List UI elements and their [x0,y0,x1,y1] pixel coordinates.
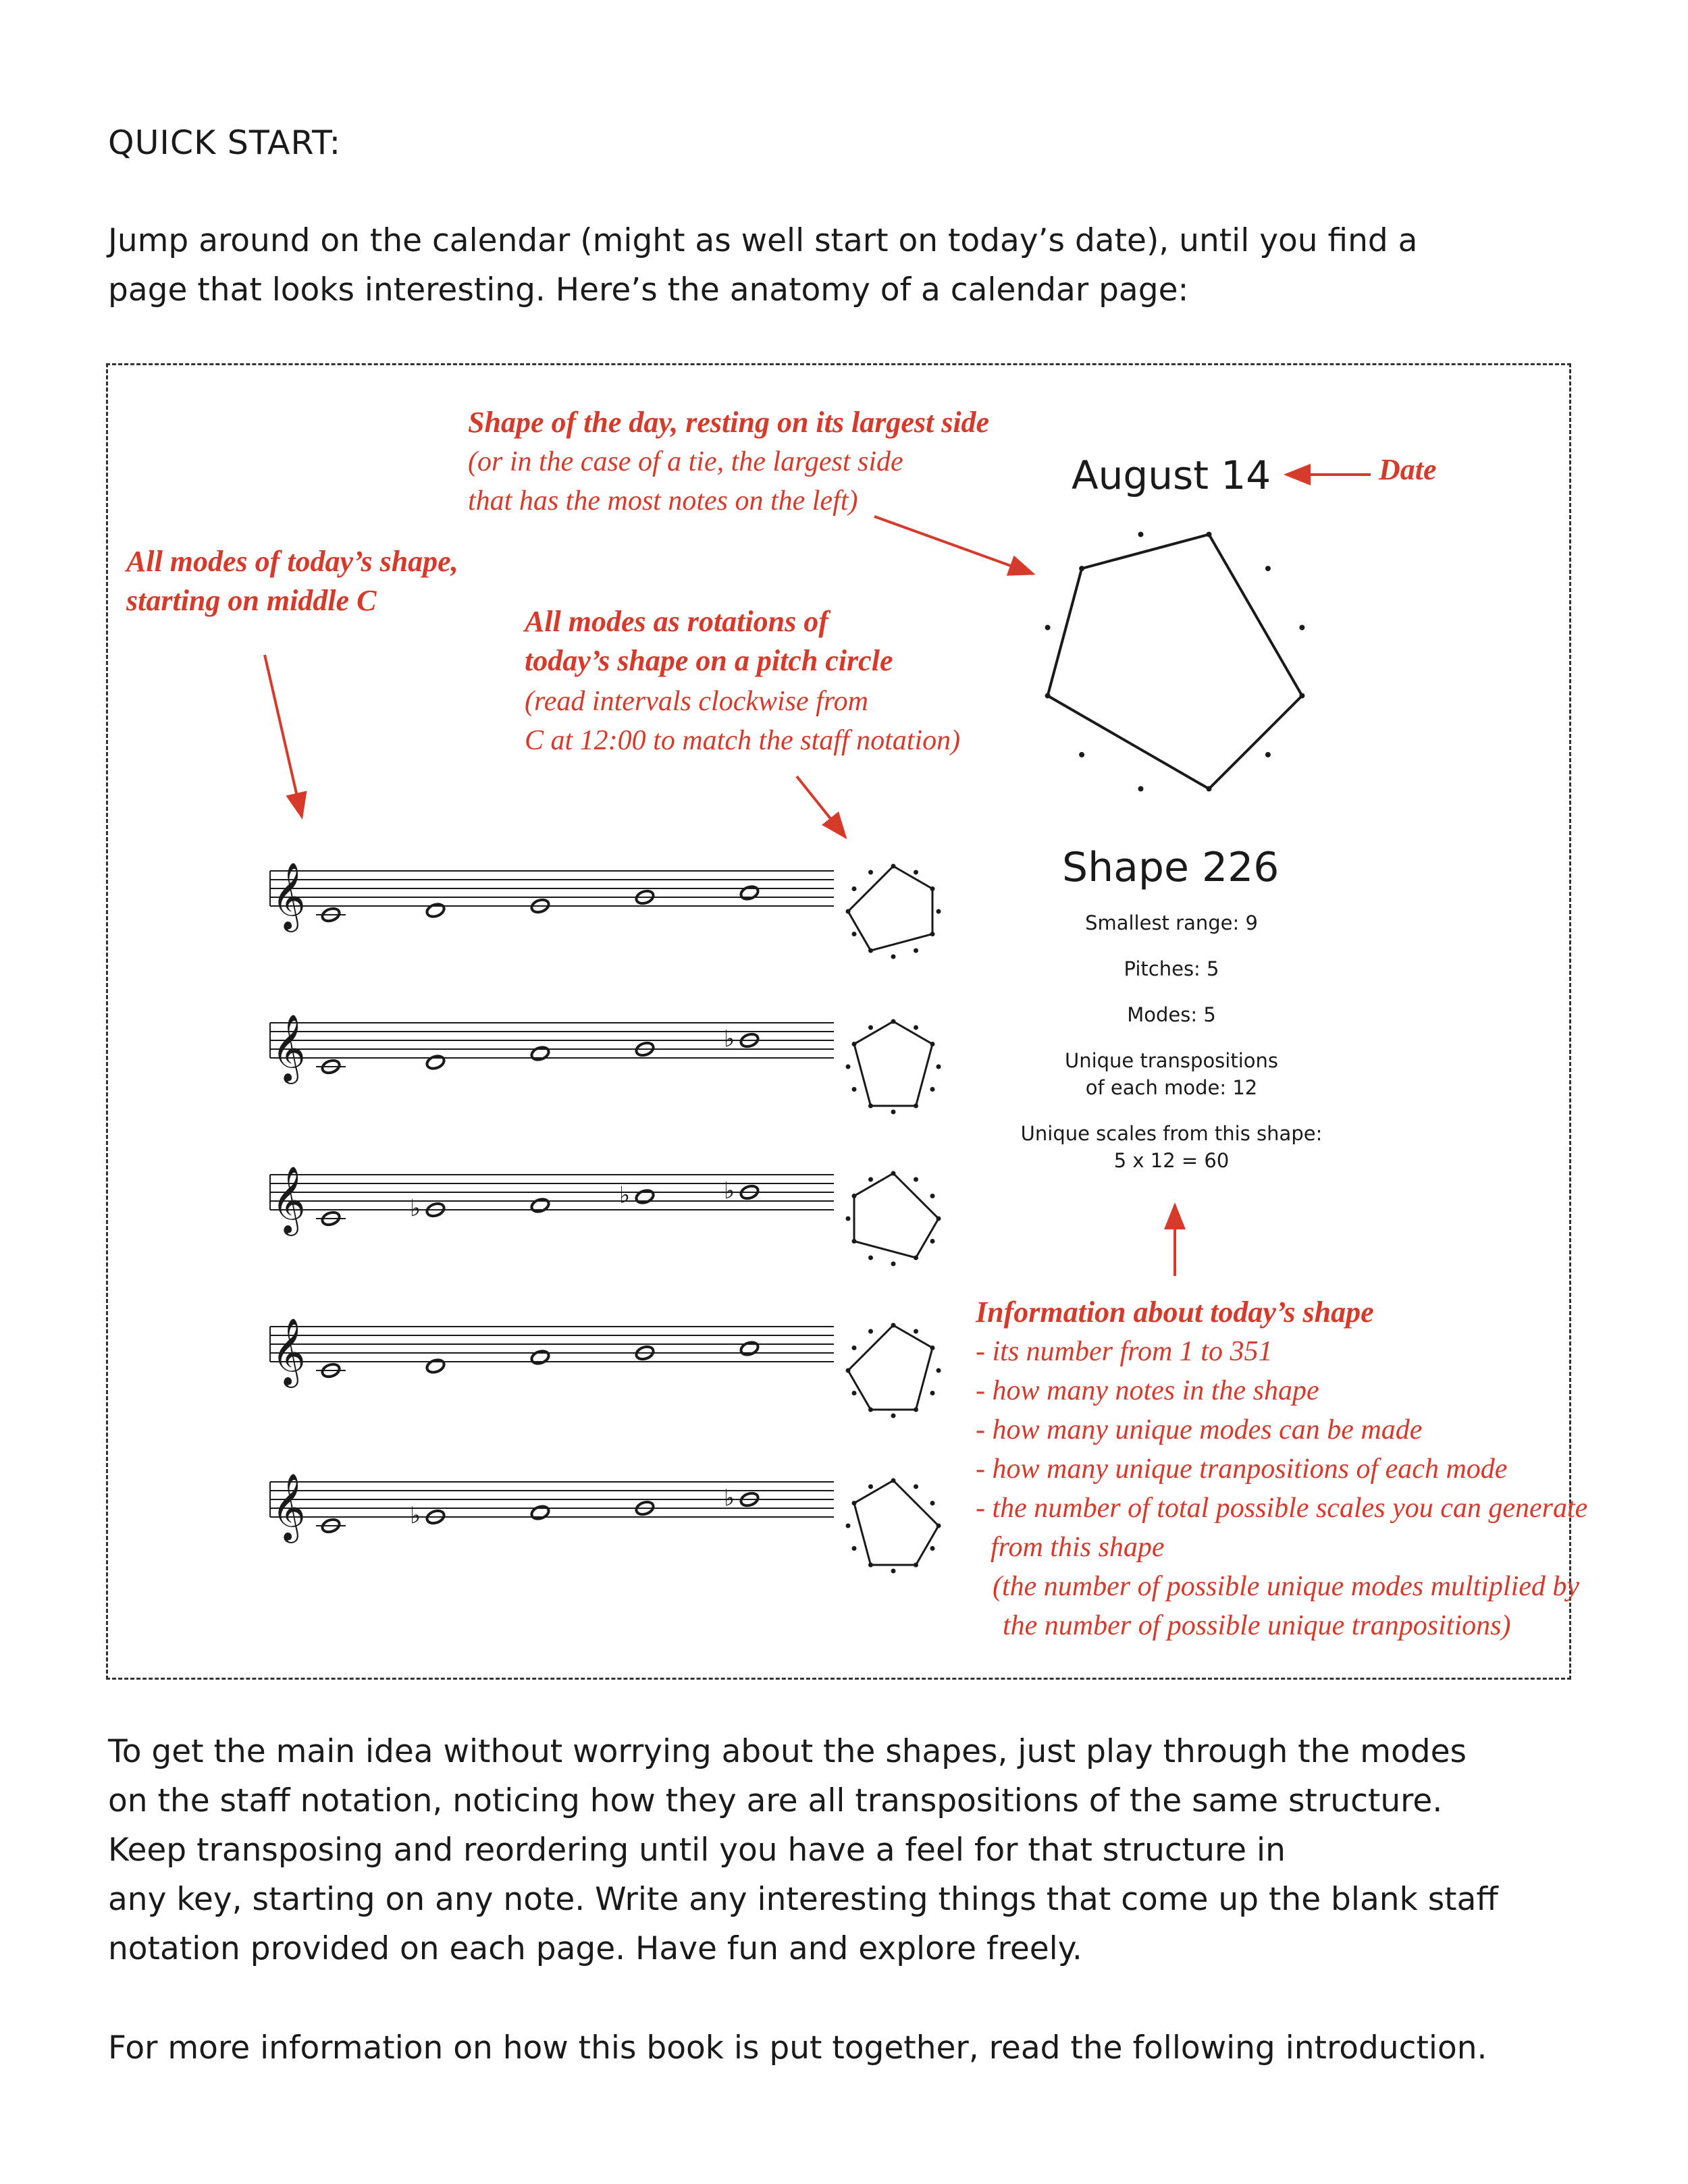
pitch-dot [930,1391,935,1395]
pitch-dot [1079,752,1084,757]
pitch-dot [930,1087,935,1092]
pitch-dot [937,1065,941,1069]
flat-sign: ♭ [619,1181,631,1209]
annotation-all-modes-line1: All modes of today’s shape, [126,545,458,578]
pitch-dot [930,1194,935,1198]
whole-note [530,1349,550,1366]
pitch-dot [868,1329,873,1334]
annotation-rotations-line2: today’s shape on a pitch circle [525,644,893,677]
annotation-information-item-7: (the number of possible unique modes multiplied by [993,1571,1580,1602]
staff-mode [270,1318,834,1388]
pitch-dot [891,1110,896,1115]
info-transpositions-1: Unique transpositions [1064,1049,1279,1072]
pitch-dot [1299,625,1304,631]
whole-note [425,902,446,919]
whole-note [635,1188,655,1205]
arrow-to-pitch-circle [797,776,845,837]
annotation-information-title: Information about today’s shape [976,1296,1374,1329]
treble-clef-icon: 𝄞 [271,1014,306,1082]
outro-line-1: To get the main idea without worrying about the shapes, just play through the modes [108,1733,1467,1770]
mode-pitch-circle [846,1019,941,1115]
pitch-dot [846,1217,851,1221]
mode-polygon [848,1325,932,1410]
pitch-dot [930,1239,935,1244]
mode-pitch-circle [846,864,941,959]
big-pentagon [1045,532,1305,792]
outro-line-3: Keep transposing and reordering until you have a feel for that structure in [108,1832,1286,1869]
flat-sign: ♭ [410,1502,421,1529]
pitch-dot [868,1177,873,1182]
pitch-dot [891,1414,896,1418]
staff-mode [270,1473,834,1543]
whole-note [425,1054,446,1071]
red-arrows [265,475,1371,1276]
staff-mode [270,862,834,932]
mode-polygon [848,866,932,951]
info-pitches: Pitches: 5 [1124,957,1219,980]
outro-line-4: any key, starting on any note. Write any interesting things that come up the blank staff [108,1881,1498,1918]
whole-note [530,1045,550,1062]
pitch-dot [914,870,918,875]
treble-clef-icon: 𝄞 [271,862,306,930]
pitch-dot [852,1087,857,1092]
pitch-dot [1138,532,1144,537]
calendar-date: August 14 [1072,452,1271,498]
closing-line: For more information on how this book is put together, read the following introduction. [108,2029,1487,2067]
mode-pitch-circle [846,1479,941,1574]
intro-line-2: page that looks interesting. Here’s the anatomy of a calendar page: [108,271,1189,309]
pitch-dot [852,932,857,936]
pitch-dot [1265,752,1271,757]
pitch-dot [891,1262,896,1267]
staff-mode [270,1014,834,1084]
annotation-information-item-8: the number of possible unique tranpositions) [1003,1610,1511,1641]
info-scales-2: 5 x 12 = 60 [1113,1149,1230,1172]
whole-note [739,884,760,901]
pitch-dot [914,1329,918,1334]
info-smallest-range: Smallest range: 9 [1085,911,1258,934]
flat-sign: ♭ [724,1026,735,1053]
mode-pitch-circle [846,1171,941,1267]
pitch-dot [868,1256,873,1260]
annotation-information-item-1: - its number from 1 to 351 [976,1336,1273,1367]
annotation-shape-of-day-line2: that has the most notes on the left) [468,485,858,516]
arrow-to-shape [874,516,1033,574]
info-scales-1: Unique scales from this shape: [1020,1122,1323,1145]
annotation-information-item-5: - the number of total possible scales you can generate [976,1493,1588,1524]
mode-polygon [854,1021,932,1106]
mode-pitch-circle [846,1323,941,1418]
outro-line-5: notation provided on each page. Have fun and explore freely. [108,1930,1082,1967]
mode-polygon [854,1173,939,1258]
treble-clef-icon: 𝄞 [271,1473,306,1541]
whole-note [739,1340,760,1357]
pitch-dot [1138,786,1144,791]
annotation-information-item-6: from this shape [991,1532,1165,1563]
whole-note [425,1358,446,1375]
mode-polygon [854,1481,939,1565]
flat-sign: ♭ [724,1177,735,1204]
pitch-dot [937,1368,941,1373]
info-transpositions-2: of each mode: 12 [1085,1076,1258,1099]
annotation-information-item-2: - how many notes in the shape [976,1375,1319,1406]
annotation-rotations-line3: (read intervals clockwise from [525,686,868,717]
small-pitch-circles [846,864,941,1574]
pitch-dot [868,1485,873,1489]
pitch-dot [868,1026,873,1030]
treble-clef-icon: 𝄞 [271,1166,306,1233]
pitch-dot [930,1501,935,1506]
page-heading: QUICK START: [108,124,342,162]
staff-system [270,862,834,1543]
pitch-dot [1045,625,1051,631]
annotation-rotations-line4: C at 12:00 to match the staff notation) [525,725,961,756]
annotation-shape-of-day-line1: (or in the case of a tie, the largest side [468,446,903,477]
annotation-shape-of-day-title: Shape of the day, resting on its largest side [468,406,990,439]
pitch-dot [852,1391,857,1395]
flat-sign: ♭ [724,1485,735,1512]
mode-polygon [1048,535,1302,789]
big-pitch-circle [1045,532,1305,792]
annotation-date: Date [1379,453,1437,486]
pitch-dot [846,1524,851,1528]
pitch-dot [930,1546,935,1551]
staff-mode [270,1166,834,1236]
whole-note [530,1197,550,1214]
pitch-dot [852,1346,857,1350]
flat-sign: ♭ [410,1195,421,1222]
outro-line-2: on the staff notation, noticing how they are all transpositions of the same structure. [108,1782,1443,1819]
treble-clef-icon: 𝄞 [271,1318,306,1385]
arrow-to-staff [265,655,302,817]
pitch-dot [852,1546,857,1551]
pitch-dot [914,1485,918,1489]
pitch-dot [914,949,918,953]
info-modes: Modes: 5 [1127,1003,1216,1026]
intro-line-1: Jump around on the calendar (might as well start on today’s date), until you find a [108,222,1418,259]
pitch-dot [846,1065,851,1069]
pitch-dot [852,886,857,891]
pitch-dot [891,1569,896,1574]
pitch-dot [937,909,941,914]
annotation-rotations-line1: All modes as rotations of [525,605,828,638]
annotation-information-item-4: - how many unique tranpositions of each mode [976,1454,1508,1485]
pitch-dot [914,1026,918,1030]
pitch-dot [868,870,873,875]
shape-title: Shape 226 [1062,844,1280,891]
annotation-all-modes-line2: starting on middle C [126,584,377,617]
pitch-dot [914,1177,918,1182]
pitch-dot [891,955,896,959]
annotation-information-item-3: - how many unique modes can be made [976,1414,1423,1445]
pitch-dot [1265,566,1271,571]
whole-note [530,1504,550,1521]
